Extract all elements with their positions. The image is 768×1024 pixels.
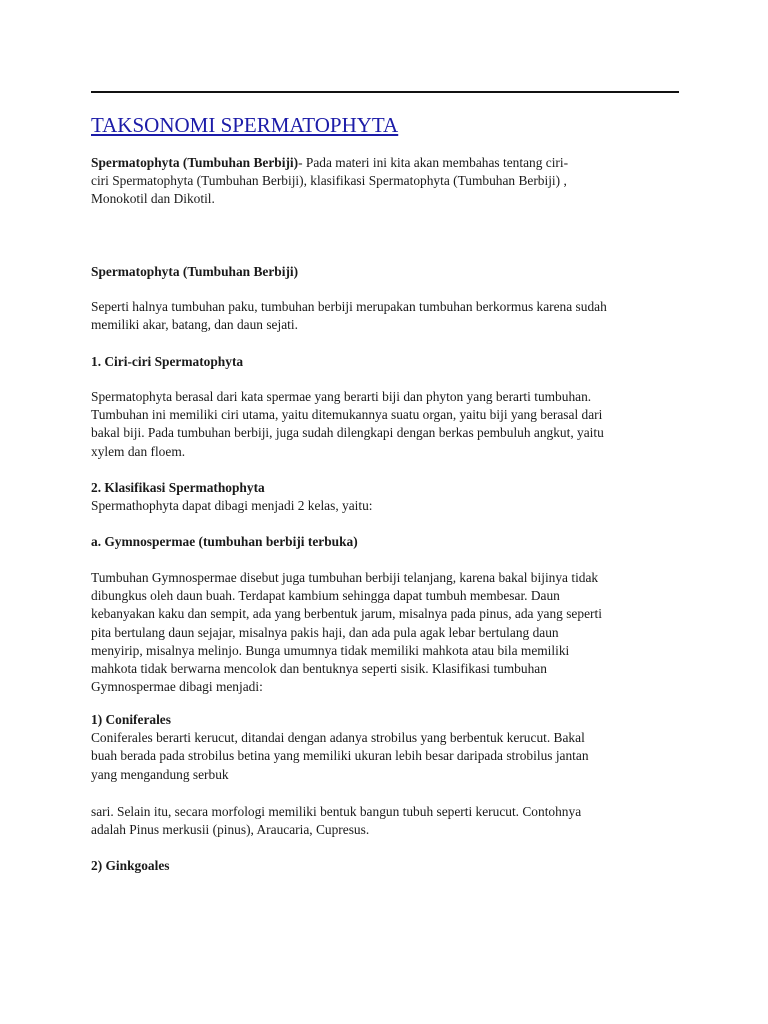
paragraph-line: Coniferales berarti kerucut, ditandai dengan adanya strobilus yang berbentuk kerucut. Bakal: [91, 730, 585, 746]
paragraph-line: pita bertulang daun sejajar, misalnya pakis haji, dan ada pula agak lebar bertulang daun: [91, 624, 559, 640]
section-coniferales: [91, 711, 681, 784]
paragraph-line: menyirip, misalnya melinjo. Bunga umumnya tidak memiliki mahkota atau bila memiliki: [91, 642, 570, 658]
intro-paragraph: [91, 154, 681, 209]
paragraph-line: kebanyakan kaku dan sempit, ada yang berbentuk jarum, misalnya pada pinus, ada yang seperti: [91, 606, 602, 622]
paragraph-line: mahkota tidak berwarna mencolok dan bentuknya seperti sisik. Klasifikasi tumbuhan: [91, 661, 547, 677]
klasifikasi-text: Spermathophyta dapat dibagi menjadi 2 kelas, yaitu:: [91, 498, 373, 514]
paragraph-line: adalah Pinus merkusii (pinus), Araucaria, Cupresus.: [91, 822, 370, 838]
paragraph-line: Tumbuhan ini memiliki ciri utama, yaitu ditemukannya suatu organ, yaitu biji yang berasal dari: [91, 407, 603, 423]
paragraph-line: sari. Selain itu, secara morfologi memiliki bentuk bangun tubuh seperti kerucut. Contohnya: [91, 804, 582, 819]
paragraph-line: Gymnospermae dibagi menjadi:: [91, 679, 263, 695]
paragraph-line: Seperti halnya tumbuhan paku, tumbuhan berbiji merupakan tumbuhan berkormus karena sudah: [91, 299, 607, 314]
paragraph-coniferales-cont: [91, 803, 681, 839]
intro-lead-bold: Spermatophyta (Tumbuhan Berbiji): [91, 155, 299, 170]
paragraph-line: bakal biji. Pada tumbuhan berbiji, juga sudah dilengkapi dengan berkas pembuluh angkut, yaitu: [91, 425, 604, 441]
paragraph-line: xylem dan floem.: [91, 443, 186, 459]
paragraph-line: Tumbuhan Gymnospermae disebut juga tumbuhan berbiji telanjang, karena bakal bijinya tidak: [91, 570, 599, 585]
heading-klasifikasi: 2. Klasifikasi Spermathophyta: [91, 480, 265, 495]
paragraph-ciri-ciri: [91, 388, 681, 461]
heading-ginkgoales: 2) Ginkgoales: [91, 858, 170, 873]
paragraph-line: yang mengandung serbuk: [91, 766, 229, 782]
paragraph-line: buah berada pada strobilus betina yang memiliki ukuran lebih besar daripada strobilus jantan: [91, 748, 589, 764]
section-klasifikasi: [91, 479, 681, 515]
paragraph-tumbuhan-berkormus: [91, 298, 681, 334]
intro-line: Monokotil dan Dikotil.: [91, 191, 215, 207]
intro-line: ciri Spermatophyta (Tumbuhan Berbiji), klasifikasi Spermatophyta (Tumbuhan Berbiji) ,: [91, 173, 567, 189]
document-title-link[interactable]: TAKSONOMI SPERMATOPHYTA: [91, 113, 399, 137]
paragraph-gymnospermae: [91, 569, 681, 696]
heading-coniferales: 1) Coniferales: [91, 712, 171, 727]
heading-ciri-ciri: 1. Ciri-ciri Spermatophyta: [91, 354, 244, 369]
section-heading: Spermatophyta (Tumbuhan Berbiji): [91, 264, 299, 279]
heading-gymnospermae: a. Gymnospermae (tumbuhan berbiji terbuka): [91, 534, 358, 549]
paragraph-line: Spermatophyta berasal dari kata spermae yang berarti biji dan phyton yang berarti tumbuhan.: [91, 389, 592, 404]
horizontal-rule: [91, 91, 679, 93]
paragraph-line: dibungkus oleh daun buah. Terdapat kambium sehingga dapat tumbuh membesar. Daun: [91, 588, 560, 604]
paragraph-line: memiliki akar, batang, dan daun sejati.: [91, 317, 298, 333]
intro-lead-text: - Pada materi ini kita akan membahas tentang ciri-: [298, 155, 569, 170]
